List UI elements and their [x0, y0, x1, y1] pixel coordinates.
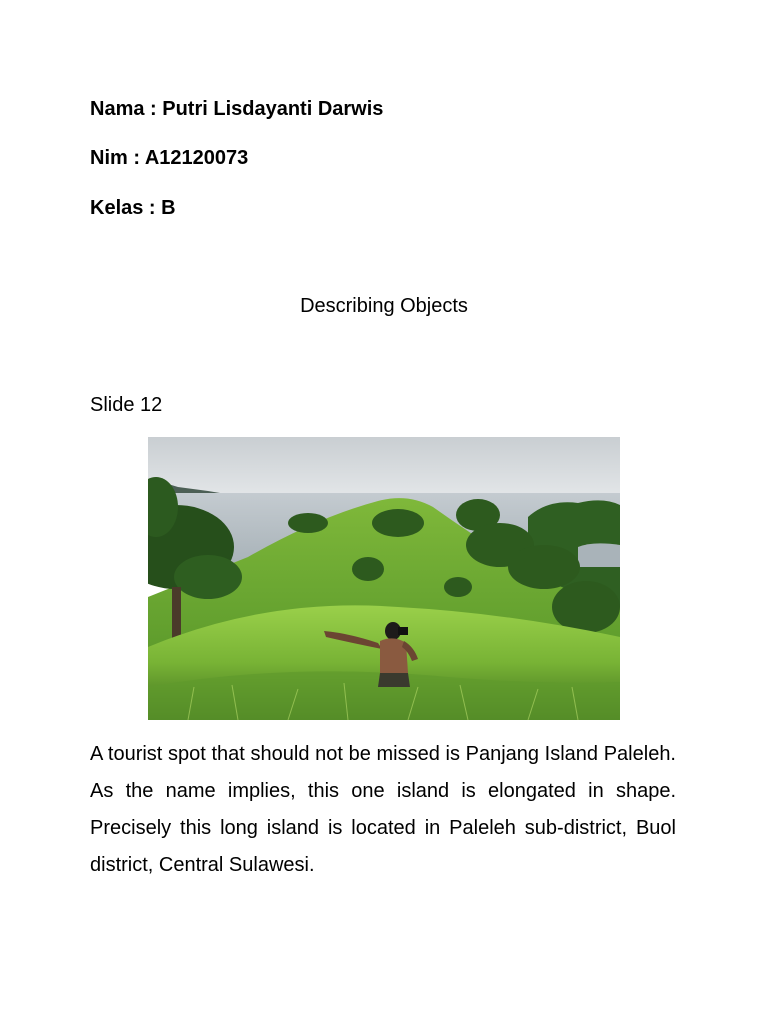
slide-label: Slide 12	[90, 394, 163, 416]
student-nim: Nim : A12120073	[90, 147, 249, 169]
student-name: Nama : Putri Lisdayanti Darwis	[90, 98, 384, 120]
description-paragraph: A tourist spot that should not be missed is Panjang Island Paleleh. As the name implies, this one island is elongated in shape. Precisely this long island is located in Paleleh sub-district, Buol district, Central Sulawesi.	[90, 743, 676, 876]
sky	[148, 437, 620, 499]
student-class: Kelas : B	[90, 197, 176, 219]
document-title: Describing Objects	[300, 295, 468, 317]
island-landscape-photo	[148, 437, 620, 720]
